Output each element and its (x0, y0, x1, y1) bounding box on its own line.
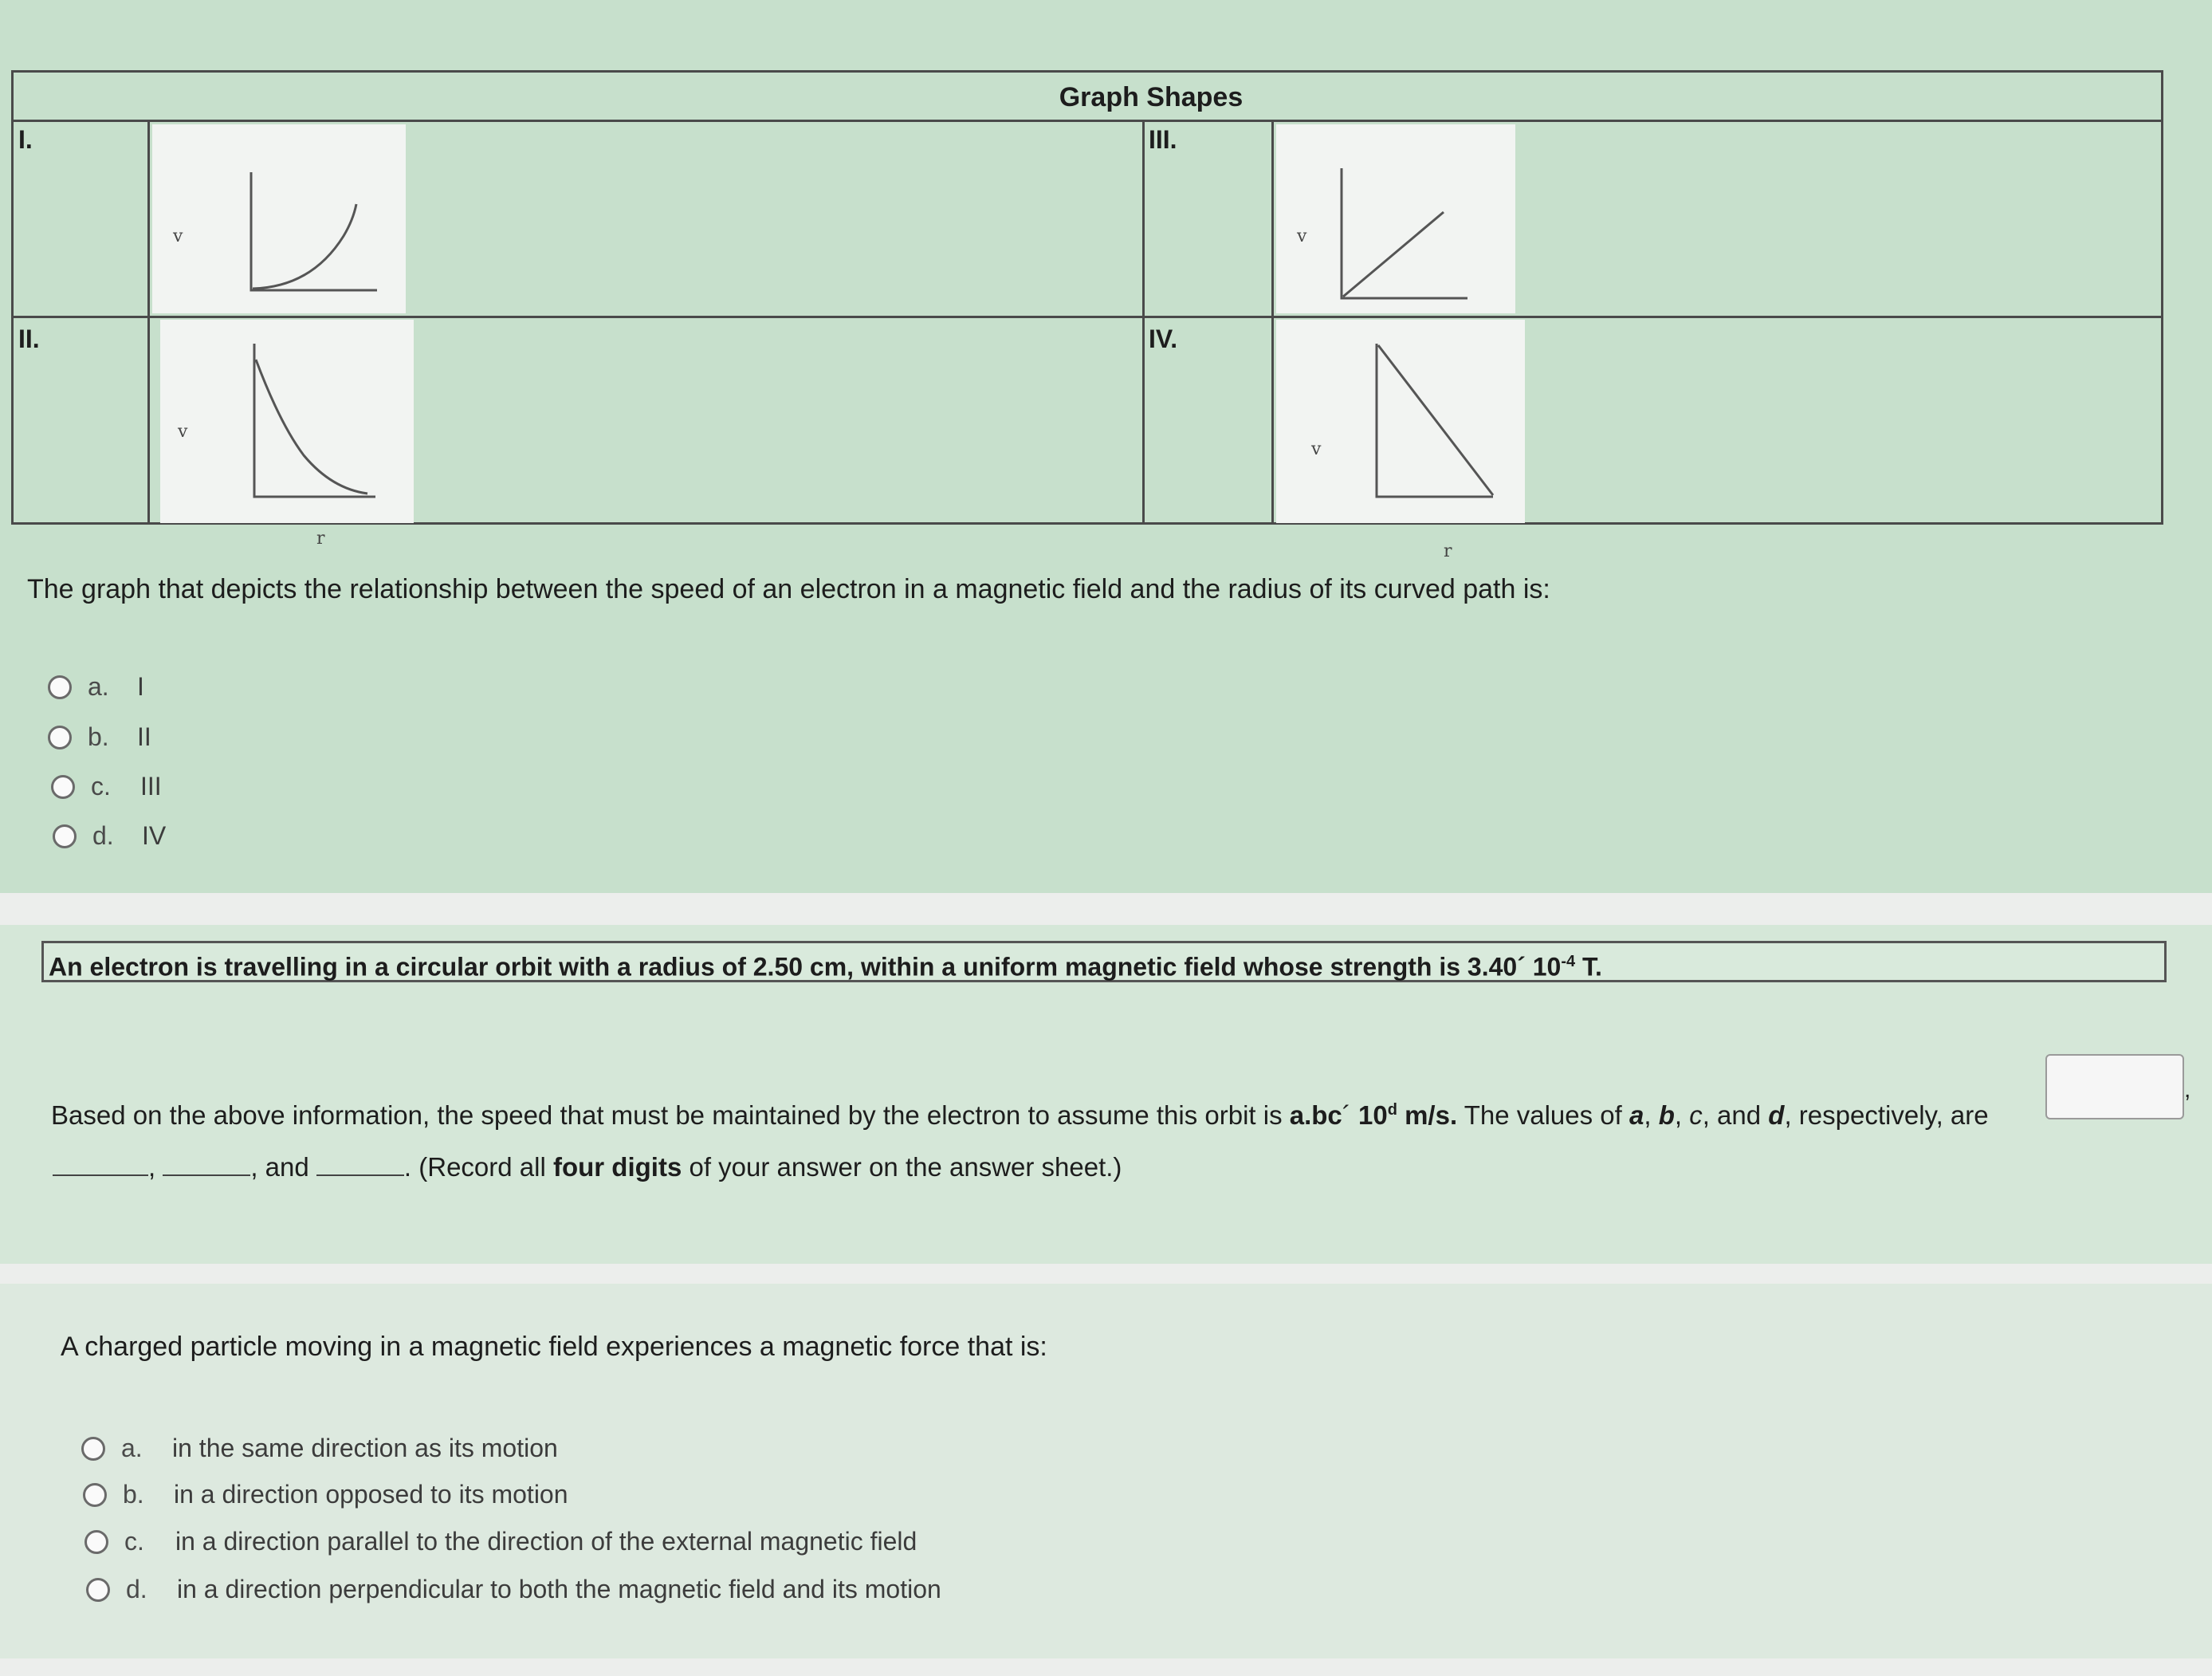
graph-iii-plot (1276, 124, 1515, 313)
record-text: of your answer on the answer sheet.) (682, 1152, 1122, 1182)
option-letter: d. (92, 821, 114, 850)
row-label-iii: III. (1149, 125, 1177, 154)
option-letter: a. (121, 1434, 143, 1462)
separator: , (148, 1152, 156, 1182)
answer-blank-b (163, 1154, 250, 1176)
separator: , and (1702, 1100, 1769, 1130)
table-column-divider (1271, 122, 1274, 522)
radio-button[interactable] (53, 824, 77, 848)
graph-ii (160, 320, 414, 549)
option-label: III (140, 772, 162, 801)
trailing-comma: , (2184, 1076, 2191, 1103)
power-base: 10 (1532, 952, 1562, 982)
record-emphasis: four digits (552, 1152, 682, 1182)
row-label-i: I. (18, 125, 33, 154)
graph-iv-plot (1276, 320, 1525, 523)
graph-i (152, 124, 406, 313)
graph-iv-x-label: r (1444, 541, 1452, 561)
option-letter: c. (124, 1527, 144, 1556)
question-3-text: A charged particle moving in a magnetic field experiences a magnetic force that is: (61, 1332, 1047, 1362)
option-label: in the same direction as its motion (172, 1434, 558, 1462)
graph-table-title: Graph Shapes (14, 73, 2161, 122)
separator: , and (250, 1152, 309, 1182)
option-letter: d. (126, 1575, 147, 1603)
q1-option-c[interactable] (51, 772, 162, 801)
radio-button[interactable] (83, 1483, 107, 1507)
power-base: 10 (1357, 1100, 1388, 1130)
option-letter: b. (88, 722, 109, 751)
number-form: a.bc (1289, 1100, 1342, 1130)
separator: , (1674, 1100, 1690, 1130)
q1-option-d[interactable] (53, 821, 166, 851)
graph-shapes-table (11, 70, 2163, 561)
graph-iii (1276, 124, 1515, 313)
info-text: An electron is travelling in a circular orbit with a radius of 2.50 cm, within a uniform magnetic field whose strength is 3.40 (49, 952, 1518, 982)
graph-i-plot (152, 124, 406, 313)
graph-iv (1276, 320, 1525, 561)
q2-text: The values of (1457, 1100, 1629, 1130)
option-letter: b. (123, 1480, 144, 1509)
q3-option-d[interactable] (86, 1575, 941, 1604)
radio-button[interactable] (51, 775, 75, 799)
option-label: IV (142, 821, 167, 850)
separator: , (1644, 1100, 1659, 1130)
graph-ii-y-label: v (178, 422, 188, 442)
question-1-text: The graph that depicts the relationship between the speed of an electron in a magnetic field and the radius of its curved path is: (27, 574, 1550, 604)
radio-button[interactable] (48, 726, 72, 749)
q3-option-b[interactable] (83, 1480, 568, 1509)
power-exponent: -4 (1561, 953, 1576, 970)
table-row-divider (14, 316, 2161, 318)
row-label-ii: II. (18, 325, 40, 353)
table-column-divider (147, 122, 150, 522)
var-d: d (1768, 1100, 1785, 1130)
graph-i-y-label: v (173, 226, 183, 246)
option-label: in a direction perpendicular to both the magnetic field and its motion (177, 1575, 941, 1603)
option-letter: c. (91, 772, 111, 801)
radio-button[interactable] (84, 1530, 108, 1554)
times-sign: ´ (1517, 952, 1526, 982)
graph-ii-plot (160, 320, 414, 523)
option-letter: a. (88, 672, 109, 701)
radio-button[interactable] (81, 1437, 105, 1461)
unit-text: T. (1582, 952, 1602, 982)
option-label: II (137, 722, 151, 751)
q3-option-c[interactable] (84, 1527, 917, 1556)
var-a: a (1629, 1100, 1644, 1130)
q2-text: Based on the above information, the speed that must be maintained by the electron to assume this orbit is (51, 1100, 1290, 1130)
times-sign: ´ (1342, 1100, 1351, 1130)
record-text: . (Record all (403, 1152, 553, 1182)
answer-input[interactable] (2045, 1054, 2184, 1119)
question-2-line-2 (53, 1152, 1122, 1182)
var-c: c (1689, 1100, 1703, 1130)
row-label-iv: IV. (1149, 325, 1178, 353)
option-label: I (137, 672, 144, 701)
answer-blank-a (53, 1154, 148, 1176)
option-label: in a direction parallel to the direction of the external magnetic field (175, 1527, 917, 1556)
power-exponent: d (1387, 1101, 1397, 1119)
graph-iii-y-label: v (1297, 226, 1307, 246)
q1-option-b[interactable] (48, 722, 151, 752)
graph-iv-y-label: v (1311, 439, 1322, 459)
question-2-line-1 (51, 1100, 1989, 1131)
var-b: b (1658, 1100, 1675, 1130)
answer-blank-c (316, 1154, 404, 1176)
q2-text: , respectively, are (1784, 1100, 1989, 1130)
q3-option-a[interactable] (81, 1434, 558, 1463)
graph-ii-x-label: r (316, 529, 325, 549)
q1-option-a[interactable] (48, 672, 144, 702)
option-label: in a direction opposed to its motion (174, 1480, 568, 1509)
question-2-info-box (41, 941, 2167, 982)
radio-button[interactable] (86, 1578, 110, 1602)
table-column-divider (1142, 122, 1145, 522)
radio-button[interactable] (48, 675, 72, 699)
unit-text: m/s. (1405, 1100, 1458, 1130)
